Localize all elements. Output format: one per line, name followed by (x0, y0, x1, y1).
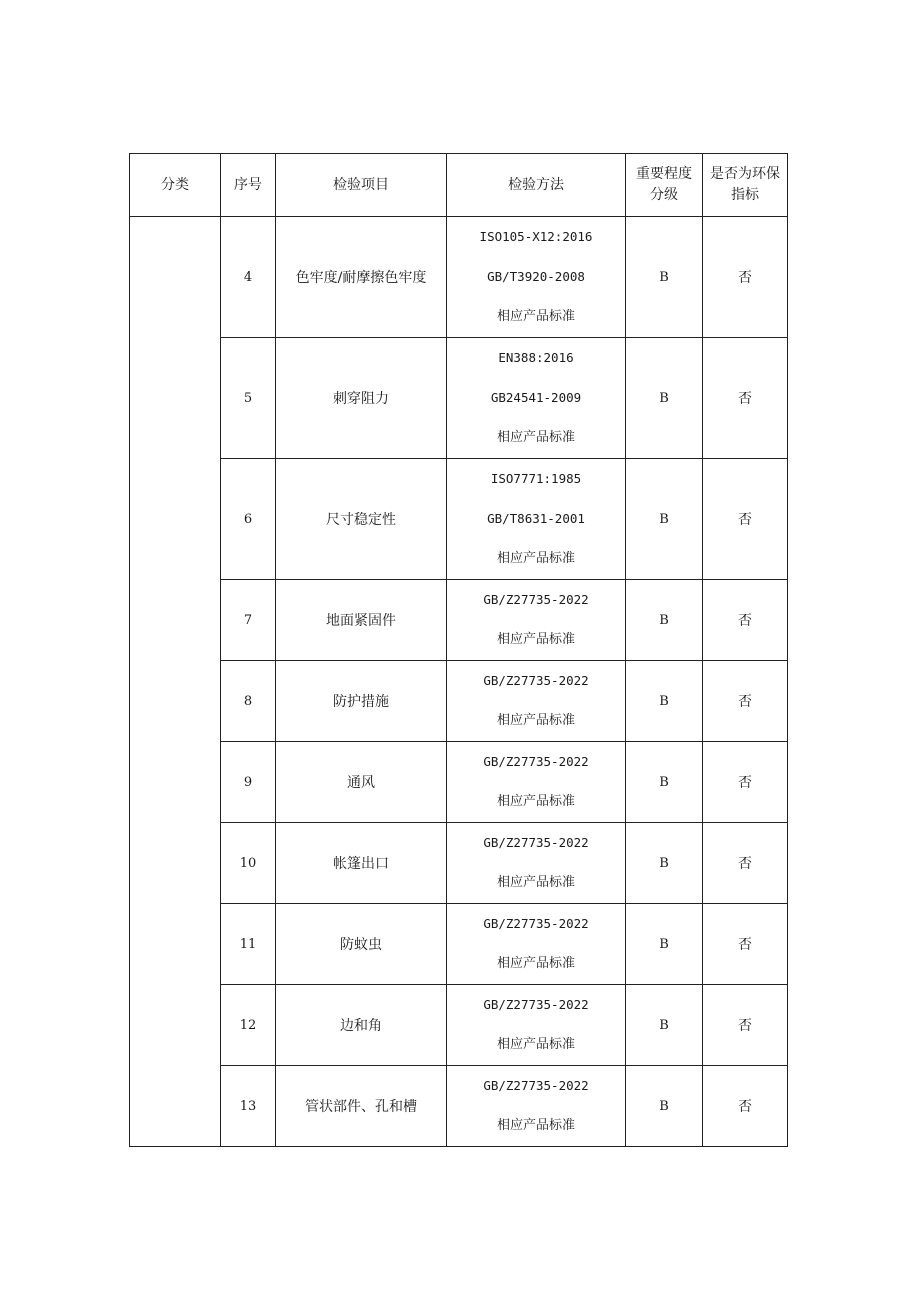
env-indicator-cell: 否 (703, 823, 788, 904)
seq-cell: 10 (221, 823, 276, 904)
header-method: 检验方法 (447, 154, 626, 217)
grade-cell: B (626, 217, 703, 338)
table-row (130, 742, 788, 823)
grade-cell: B (626, 985, 703, 1066)
category-cell (130, 217, 221, 1147)
table-row (130, 580, 788, 661)
method-cell (447, 338, 626, 459)
method-line: ISO7771:1985 (490, 471, 582, 486)
method-line: 相应产品标准 (496, 875, 575, 890)
grade-cell: B (626, 1066, 703, 1147)
method-line: GB/Z27735-2022 (483, 916, 589, 931)
table-header-row (130, 154, 788, 217)
table-row (130, 1066, 788, 1147)
method-cell (447, 742, 626, 823)
env-indicator-cell: 否 (703, 742, 788, 823)
item-cell: 尺寸稳定性 (276, 459, 447, 580)
seq-cell: 9 (221, 742, 276, 823)
env-indicator-cell: 否 (703, 580, 788, 661)
grade-cell: B (626, 459, 703, 580)
seq-cell: 6 (221, 459, 276, 580)
method-line: GB/Z27735-2022 (483, 997, 589, 1012)
header-env-indicator: 是否为环保 指标 (703, 154, 788, 217)
env-indicator-cell: 否 (703, 1066, 788, 1147)
header-seq: 序号 (221, 154, 276, 217)
method-line: ISO105-X12:2016 (479, 229, 593, 244)
grade-cell: B (626, 338, 703, 459)
method-line: 相应产品标准 (496, 1118, 575, 1133)
item-cell: 帐篷出口 (276, 823, 447, 904)
seq-cell: 7 (221, 580, 276, 661)
method-line: GB/Z27735-2022 (483, 673, 589, 688)
table-row (130, 823, 788, 904)
method-cell (447, 459, 626, 580)
table-row (130, 904, 788, 985)
method-line: 相应产品标准 (496, 1037, 575, 1052)
item-cell: 管状部件、孔和槽 (276, 1066, 447, 1147)
item-cell: 刺穿阻力 (276, 338, 447, 459)
table-row (130, 217, 788, 338)
table-row (130, 338, 788, 459)
method-line: 相应产品标准 (496, 551, 575, 566)
method-cell (447, 823, 626, 904)
method-line: GB/T3920-2008 (487, 269, 585, 284)
method-line: 相应产品标准 (496, 713, 575, 728)
method-line: GB/Z27735-2022 (483, 835, 589, 850)
item-cell: 通风 (276, 742, 447, 823)
method-cell (447, 904, 626, 985)
header-importance: 重要程度 分级 (626, 154, 703, 217)
method-line: GB/Z27735-2022 (483, 592, 589, 607)
item-cell: 色牢度/耐摩擦色牢度 (276, 217, 447, 338)
method-cell (447, 661, 626, 742)
method-cell (447, 580, 626, 661)
seq-cell: 11 (221, 904, 276, 985)
item-cell: 边和角 (276, 985, 447, 1066)
env-indicator-cell: 否 (703, 217, 788, 338)
method-line: 相应产品标准 (496, 309, 575, 324)
method-cell (447, 217, 626, 338)
method-cell (447, 985, 626, 1066)
item-cell: 防护措施 (276, 661, 447, 742)
method-line: 相应产品标准 (496, 632, 575, 647)
seq-cell: 5 (221, 338, 276, 459)
method-line: GB/T8631-2001 (487, 511, 585, 526)
env-indicator-cell: 否 (703, 459, 788, 580)
method-line: 相应产品标准 (496, 794, 575, 809)
table-row (130, 661, 788, 742)
inspection-table (129, 153, 788, 1147)
grade-cell: B (626, 904, 703, 985)
grade-cell: B (626, 823, 703, 904)
method-line: GB/Z27735-2022 (483, 754, 589, 769)
method-line: GB/Z27735-2022 (483, 1078, 589, 1093)
env-indicator-cell: 否 (703, 904, 788, 985)
seq-cell: 4 (221, 217, 276, 338)
env-indicator-cell: 否 (703, 985, 788, 1066)
seq-cell: 12 (221, 985, 276, 1066)
header-category: 分类 (130, 154, 221, 217)
grade-cell: B (626, 742, 703, 823)
env-indicator-cell: 否 (703, 338, 788, 459)
grade-cell: B (626, 580, 703, 661)
env-indicator-cell: 否 (703, 661, 788, 742)
method-line: EN388:2016 (498, 350, 574, 365)
item-cell: 地面紧固件 (276, 580, 447, 661)
method-line: 相应产品标准 (496, 430, 575, 445)
method-line: 相应产品标准 (496, 956, 575, 971)
grade-cell: B (626, 661, 703, 742)
table-row (130, 985, 788, 1066)
method-line: GB24541-2009 (490, 390, 582, 405)
header-item: 检验项目 (276, 154, 447, 217)
table-row (130, 459, 788, 580)
seq-cell: 13 (221, 1066, 276, 1147)
item-cell: 防蚊虫 (276, 904, 447, 985)
seq-cell: 8 (221, 661, 276, 742)
method-cell (447, 1066, 626, 1147)
table-body (130, 217, 788, 1147)
